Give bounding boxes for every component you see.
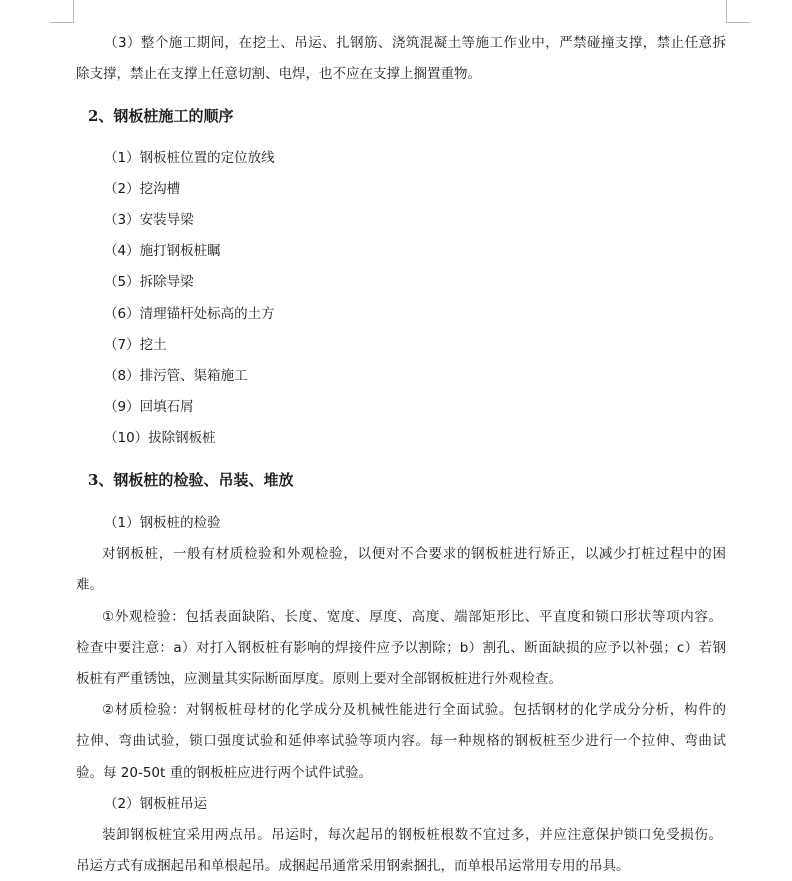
list-item: （5）拆除导梁	[104, 274, 194, 290]
paragraph-line: 验。每 20-50t 重的钢板桩应进行两个试件试验。	[76, 765, 373, 781]
section-heading: 2、钢板桩施工的顺序	[88, 107, 234, 125]
list-item: （3）安装导梁	[104, 212, 194, 228]
paragraph-line: 拉伸、弯曲试验，锁口强度试验和延伸率试验等项内容。每一种规格的钢板桩至少进行一个拉伸、弯曲试	[76, 733, 726, 749]
section-heading: 3、钢板桩的检验、吊装、堆放	[88, 471, 294, 489]
list-item: （4）施打钢板桩瞩	[104, 243, 221, 259]
list-item: （10）拔除钢板桩	[104, 430, 216, 446]
paragraph-line: 装卸钢板桩宜采用两点吊。吊运时，每次起吊的钢板桩根数不宜过多，并应注意保护锁口免受损伤。	[102, 827, 722, 843]
paragraph-line: 板桩有严重锈蚀，应测量其实际断面厚度。原则上要对全部钢板桩进行外观检查。	[76, 671, 562, 687]
paragraph-line: 对钢板桩，一般有材质检验和外观检验，以便对不合要求的钢板桩进行矫正，以减少打桩过程中的困	[102, 546, 726, 562]
list-item: （1）钢板桩位置的定位放线	[104, 150, 275, 166]
list-item: （6）清理锚杆处标高的土方	[104, 306, 275, 322]
crop-mark-top-right-vertical	[726, 0, 727, 22]
list-item: （8）排污管、渠箱施工	[104, 368, 248, 384]
list-item: （2）挖沟槽	[104, 181, 181, 197]
paragraph-line: ②材质检验：对钢板桩母材的化学成分及机械性能进行全面试验。包括钢材的化学成分分析，构件的	[102, 702, 726, 718]
crop-mark-top-right-horizontal	[726, 22, 750, 23]
subheading: （1）钢板桩的检验	[104, 515, 221, 531]
paragraph-line: ①外观检验：包括表面缺陷、长度、宽度、厚度、高度、端部矩形比、平直度和锁口形状等项内容。	[102, 609, 722, 625]
paragraph-line: 难。	[76, 577, 103, 593]
paragraph-line: 除支撑，禁止在支撑上任意切割、电焊，也不应在支撑上搁置重物。	[76, 66, 481, 82]
list-item: （7）挖土	[104, 337, 167, 353]
subheading: （2）钢板桩吊运	[104, 796, 208, 812]
crop-mark-top-left-vertical	[73, 0, 74, 22]
paragraph-line: 检查中要注意：a）对打入钢板桩有影响的焊接件应予以割除；b）割孔、断面缺损的应予以补强；c）若钢	[76, 640, 726, 656]
paragraph-line: （3）整个施工期间，在挖土、吊运、扎钢筋、浇筑混凝土等施工作业中，严禁碰撞支撑，禁止任意拆	[104, 35, 726, 51]
crop-mark-top-left-horizontal	[50, 22, 74, 23]
list-item: （9）回填石屑	[104, 399, 194, 415]
paragraph-line: 吊运方式有成捆起吊和单根起吊。成捆起吊通常采用钢索捆扎，而单根吊运常用专用的吊具。	[76, 858, 630, 874]
